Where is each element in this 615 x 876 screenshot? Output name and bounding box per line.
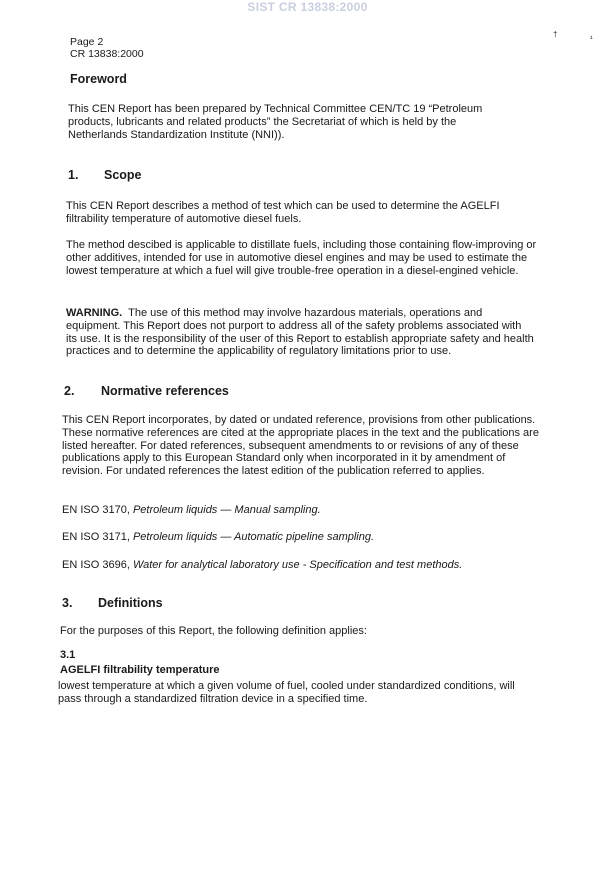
normative-heading: Normative references (101, 384, 229, 398)
reference-item (62, 559, 562, 572)
scope-heading: Scope (104, 168, 142, 182)
scope-paragraph-1: This CEN Report describes a method of test which can be used to determine the AGELFI filtrability temperature of automotive diesel fuels. (66, 200, 500, 225)
margin-mark-2: ¹ (590, 34, 593, 43)
reference-code: EN ISO 3170, (62, 504, 130, 516)
margin-mark: † (553, 30, 558, 39)
definition-term: AGELFI filtrability temperature (60, 664, 220, 676)
definition-number: 3.1 (60, 649, 76, 661)
definitions-heading: Definitions (98, 596, 163, 610)
document-id: CR 13838:2000 (70, 48, 144, 60)
reference-code: EN ISO 3171, (62, 531, 130, 543)
foreword-text: This CEN Report has been prepared by Technical Committee CEN/TC 19 “Petroleum products, lubricants and related products” the Secretariat of which is held by the Netherlands Standardization Institute (NNI)). (68, 103, 483, 141)
faint-stamp-mark (200, 470, 390, 530)
scope-number: 1. (68, 168, 79, 182)
scope-paragraph-2: The method descibed is applicable to distillate fuels, including those containing flow-improving or other additives, intended for use in automotive diesel engines and may be used to estimate the lowest temperature at which a fuel will give trouble-free operation in a diesel-engined vehicle. (66, 239, 537, 277)
page-number: Page 2 (70, 36, 104, 48)
reference-code: EN ISO 3696, (62, 559, 130, 571)
definitions-number: 3. (62, 596, 73, 610)
normative-number: 2. (64, 384, 75, 398)
warning-paragraph (66, 307, 534, 358)
definitions-intro: For the purposes of this Report, the following definition applies: (60, 625, 367, 637)
reference-title: Petroleum liquids — Manual sampling. (132, 504, 321, 516)
reference-title: Water for analytical laboratory use - Specification and test methods. (132, 559, 463, 571)
normative-text: This CEN Report incorporates, by dated or undated reference, provisions from other publications. These normative references are cited at the appropriate places in the text and the publications are listed hereafter. For dated references, subsequent amendments to or revisions of any of these publications apply to this European Standard only when incorporated in it by amendment of revision. For undated references the latest edition of the publication referred to applies. (62, 414, 539, 478)
foreword-heading: Foreword (70, 72, 127, 86)
reference-item (62, 504, 542, 517)
warning-label: WARNING. (66, 307, 123, 319)
warning-text: The use of this method may involve hazardous materials, operations and equipment. This Report does not purport to address all of the safety problems associated with its use. It is the responsibility of the user of this Report to establish appropriate safety and health practices and to determine the applicability of regulatory limitations prior to use. (66, 307, 534, 358)
reference-title: Petroleum liquids — Automatic pipeline sampling. (132, 531, 375, 543)
watermark: SIST CR 13838:2000 (247, 0, 368, 14)
reference-item (62, 531, 542, 544)
definition-text: lowest temperature at which a given volume of fuel, cooled under standardized conditions, will pass through a standardized filtration device in a specified time. (58, 680, 515, 705)
